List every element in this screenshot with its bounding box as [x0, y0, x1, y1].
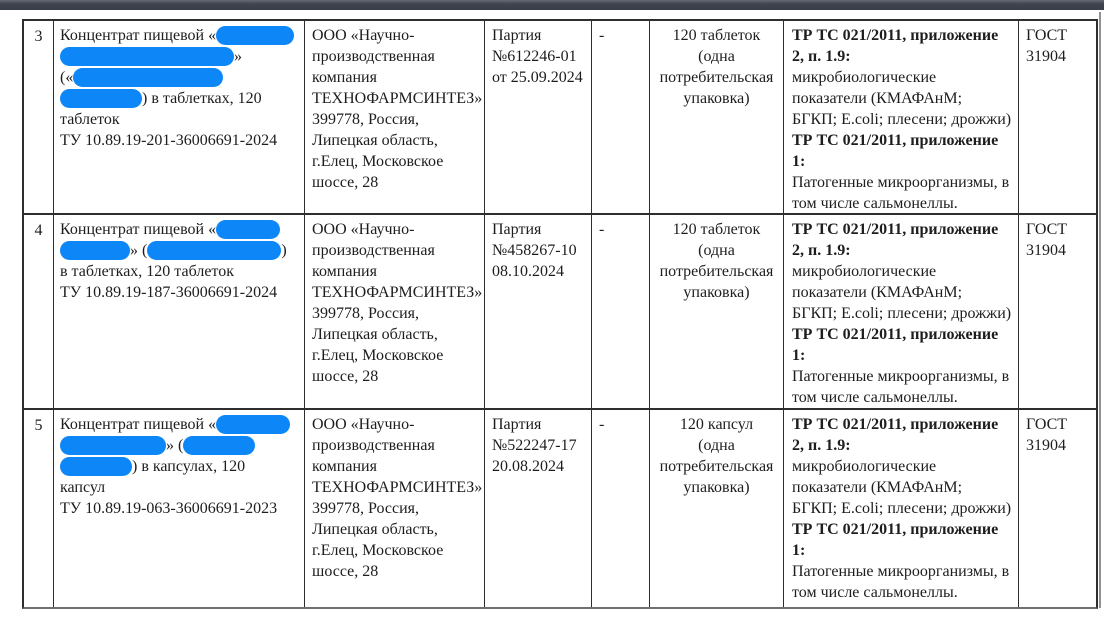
- redaction-pill: [216, 415, 290, 434]
- product-line: [60, 435, 302, 456]
- requirements-cell-line: микробиологические: [792, 69, 937, 86]
- product-line: [60, 414, 302, 435]
- product-description-cell: [54, 215, 305, 410]
- batch-cell-line: №612246-01: [492, 48, 577, 65]
- requirements-cell-line: ТР ТС 021/2011, приложение: [792, 27, 999, 44]
- requirements-cell-line: микробиологические: [792, 263, 937, 280]
- quantity-cell-line: (одна: [698, 242, 735, 259]
- product-text: Концентрат пищевой «: [60, 221, 217, 238]
- quantity-cell-line: (одна: [698, 437, 735, 454]
- product-line: [60, 498, 302, 519]
- requirements-cell-line: ТР ТС 021/2011, приложение: [792, 326, 999, 343]
- product-text: ) в капсулах, 120: [132, 458, 246, 475]
- product-line: [60, 456, 302, 477]
- product-text: »: [234, 48, 242, 65]
- gost-cell-line: ГОСТ: [1026, 416, 1068, 433]
- manufacturer-cell-line: производственная: [312, 242, 435, 259]
- requirements-cell-line: том числе сальмонеллы.: [792, 584, 958, 601]
- redaction-pill: [216, 220, 280, 239]
- requirements-cell-line: 2, п. 1.9:: [792, 242, 851, 259]
- requirements-cell-line: БГКП; E.coli; плесени; дрожжи): [792, 500, 1012, 517]
- manufacturer-cell-line: Липецкая область,: [312, 132, 438, 149]
- manufacturer-cell-line: ТЕХНОФАРМСИНТЕЗ»: [312, 90, 483, 107]
- gost-cell-line: 31904: [1026, 48, 1066, 65]
- gost-cell-line: 31904: [1026, 437, 1066, 454]
- manufacturer-cell-line: компания: [312, 263, 377, 280]
- manufacturer-cell-line: шоссе, 28: [312, 563, 379, 580]
- quantity-cell-line: 120 капсул: [679, 416, 754, 433]
- redaction-pill: [73, 68, 223, 87]
- manufacturer-cell-line: г.Елец, Московское: [312, 347, 444, 364]
- requirements-cell-line: 1:: [792, 347, 806, 364]
- redaction-pill: [183, 436, 255, 455]
- batch-cell: [485, 215, 592, 410]
- redaction-pill: [216, 26, 294, 45]
- quantity-cell: [650, 215, 784, 410]
- row-number-cell: 3: [24, 21, 54, 215]
- requirements-cell-line: том числе сальмонеллы.: [792, 195, 958, 212]
- gost-cell-line: 31904: [1026, 242, 1066, 259]
- requirements-cell-line: ТР ТС 021/2011, приложение: [792, 416, 999, 433]
- gost-cell: [1019, 21, 1096, 215]
- requirements-cell-line: 1:: [792, 542, 806, 559]
- quantity-cell-line: потребительская: [659, 69, 774, 86]
- product-text: ) в таблетках, 120: [142, 90, 262, 107]
- manufacturer-cell-line: ООО «Научно-: [312, 221, 415, 238]
- requirements-cell-line: Патогенные микроорганизмы, в: [792, 368, 1010, 385]
- manufacturer-cell-line: г.Елец, Московское: [312, 542, 444, 559]
- batch-cell: [485, 21, 592, 215]
- gost-cell: [1019, 215, 1096, 410]
- requirements-cell-line: 1:: [792, 153, 806, 170]
- requirements-cell-line: ТР ТС 021/2011, приложение: [792, 221, 999, 238]
- gost-cell-line: ГОСТ: [1026, 27, 1068, 44]
- dash-cell: -: [592, 410, 650, 607]
- product-text: » (: [166, 437, 184, 454]
- product-text: Концентрат пищевой «: [60, 416, 217, 433]
- gost-cell: [1019, 410, 1096, 607]
- product-line: [60, 46, 302, 67]
- manufacturer-cell-line: ООО «Научно-: [312, 27, 415, 44]
- requirements-cell-line: ТР ТС 021/2011, приложение: [792, 521, 999, 538]
- requirements-cell-line: Патогенные микроорганизмы, в: [792, 174, 1010, 191]
- quantity-cell-line: упаковка): [683, 284, 750, 301]
- product-line: [60, 67, 302, 88]
- row-number-cell: 5: [24, 410, 54, 607]
- manufacturer-cell-line: г.Елец, Московское: [312, 153, 444, 170]
- window-top-bar: [0, 0, 1104, 10]
- product-text: капсул: [60, 479, 106, 496]
- product-text: в таблетках, 120 таблеток: [60, 263, 234, 280]
- manufacturer-cell-line: компания: [312, 69, 377, 86]
- gost-cell-line: ГОСТ: [1026, 221, 1068, 238]
- certificates-table: [22, 19, 1098, 609]
- manufacturer-cell: [305, 410, 485, 607]
- requirements-cell-line: ТР ТС 021/2011, приложение: [792, 132, 999, 149]
- scan-edge-line: [1099, 12, 1101, 608]
- product-text: ТУ 10.89.19-201-36006691-2024: [60, 132, 278, 149]
- manufacturer-cell-line: Липецкая область,: [312, 326, 438, 343]
- manufacturer-cell-line: Липецкая область,: [312, 521, 438, 538]
- redaction-pill: [60, 241, 130, 260]
- batch-cell-line: №458267-10: [492, 242, 577, 259]
- quantity-cell: [650, 21, 784, 215]
- quantity-cell-line: 120 таблеток: [672, 27, 761, 44]
- product-text: таблеток: [60, 111, 120, 128]
- quantity-cell-line: упаковка): [683, 90, 750, 107]
- dash-cell: -: [592, 215, 650, 410]
- manufacturer-cell: [305, 215, 485, 410]
- quantity-cell: [650, 410, 784, 607]
- batch-cell-line: от 25.09.2024: [492, 69, 583, 86]
- product-line: [60, 109, 302, 130]
- requirements-cell-line: показатели (КМАФАнМ;: [792, 479, 963, 496]
- requirements-cell-line: микробиологические: [792, 458, 937, 475]
- manufacturer-cell-line: 399778, Россия,: [312, 305, 420, 322]
- redaction-pill: [60, 89, 142, 108]
- product-text: ): [281, 242, 287, 259]
- manufacturer-cell-line: шоссе, 28: [312, 174, 379, 191]
- redaction-pill: [147, 241, 281, 260]
- quantity-cell-line: потребительская: [659, 263, 774, 280]
- product-text: («: [60, 69, 74, 86]
- batch-cell-line: Партия: [492, 221, 542, 238]
- dash-cell: -: [592, 21, 650, 215]
- manufacturer-cell-line: компания: [312, 458, 377, 475]
- requirements-cell-line: БГКП; E.coli; плесени; дрожжи): [792, 305, 1012, 322]
- manufacturer-cell-line: шоссе, 28: [312, 368, 379, 385]
- batch-cell: [485, 410, 592, 607]
- batch-cell-line: 20.08.2024: [492, 458, 564, 475]
- requirements-cell: [784, 215, 1019, 410]
- manufacturer-cell-line: ТЕХНОФАРМСИНТЕЗ»: [312, 284, 483, 301]
- requirements-cell-line: БГКП; E.coli; плесени; дрожжи): [792, 111, 1012, 128]
- requirements-cell-line: том числе сальмонеллы.: [792, 389, 958, 406]
- quantity-cell-line: (одна: [698, 48, 735, 65]
- manufacturer-cell-line: 399778, Россия,: [312, 500, 420, 517]
- batch-cell-line: 08.10.2024: [492, 263, 564, 280]
- requirements-cell-line: 2, п. 1.9:: [792, 437, 851, 454]
- manufacturer-cell-line: производственная: [312, 48, 435, 65]
- quantity-cell-line: 120 таблеток: [672, 221, 761, 238]
- redaction-pill: [60, 457, 132, 476]
- manufacturer-cell-line: 399778, Россия,: [312, 111, 420, 128]
- redaction-pill: [60, 47, 234, 66]
- product-description-cell: [54, 410, 305, 607]
- product-line: [60, 219, 302, 240]
- batch-cell-line: №522247-17: [492, 437, 577, 454]
- product-text: » (: [130, 242, 148, 259]
- manufacturer-cell-line: ООО «Научно-: [312, 416, 415, 433]
- product-line: [60, 130, 302, 151]
- batch-cell-line: Партия: [492, 416, 542, 433]
- requirements-cell: [784, 21, 1019, 215]
- product-line: [60, 88, 302, 109]
- product-text: ТУ 10.89.19-187-36006691-2024: [60, 284, 278, 301]
- requirements-cell-line: показатели (КМАФАнМ;: [792, 284, 963, 301]
- requirements-cell-line: 2, п. 1.9:: [792, 48, 851, 65]
- requirements-cell-line: показатели (КМАФАнМ;: [792, 90, 963, 107]
- product-line: [60, 261, 302, 282]
- product-text: Концентрат пищевой «: [60, 27, 217, 44]
- redaction-pill: [60, 436, 166, 455]
- product-description-cell: [54, 21, 305, 215]
- manufacturer-cell: [305, 21, 485, 215]
- product-line: [60, 240, 302, 261]
- row-number-cell: 4: [24, 215, 54, 410]
- requirements-cell-line: Патогенные микроорганизмы, в: [792, 563, 1010, 580]
- product-line: [60, 25, 302, 46]
- product-line: [60, 282, 302, 303]
- manufacturer-cell-line: ТЕХНОФАРМСИНТЕЗ»: [312, 479, 483, 496]
- requirements-cell: [784, 410, 1019, 607]
- quantity-cell-line: упаковка): [683, 479, 750, 496]
- product-line: [60, 477, 302, 498]
- batch-cell-line: Партия: [492, 27, 542, 44]
- product-text: ТУ 10.89.19-063-36006691-2023: [60, 500, 278, 517]
- manufacturer-cell-line: производственная: [312, 437, 435, 454]
- quantity-cell-line: потребительская: [659, 458, 774, 475]
